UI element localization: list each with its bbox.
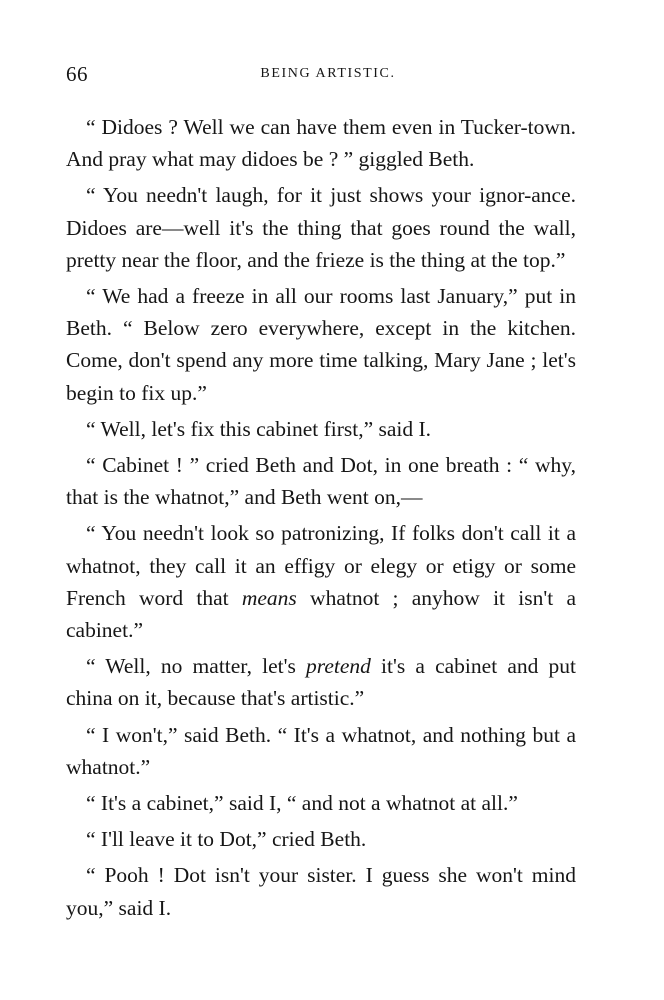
paragraph: “ I won't,” said Beth. “ It's a whatnot, and nothing but a whatnot.” [66, 722, 576, 779]
paragraph: “ I'll leave it to Dot,” cried Beth. [86, 827, 367, 852]
italic-emphasis: pretend [306, 654, 371, 679]
italic-emphasis: means [241, 585, 297, 610]
body-text [66, 111, 576, 924]
page-header [66, 62, 576, 92]
paragraph: “ Well, let's fix this cabinet first,” said I. [86, 416, 432, 441]
paragraph: “ Cabinet ! ” cried Beth and Dot, in one breath : “ why, that is the whatnot,” and Beth went on,— [66, 453, 576, 510]
paragraph: “ Pooh ! Dot isn't your sister. I guess she won't mind you,” said I. [66, 863, 576, 920]
paragraph: “ You needn't look so patronizing, If folks don't call it a whatnot, they call it an effigy or elegy or etigy or some French word that means whatnot ; anyhow it isn't a cabinet.” [66, 521, 576, 643]
page-number: 66 [66, 62, 88, 86]
paragraph: “ It's a cabinet,” said I, “ and not a whatnot at all.” [86, 791, 518, 816]
paragraph: “ You needn't laugh, for it just shows your ignor-ance. Didoes are—well it's the thing that goes round the wall, pretty near the floor, and the frieze is the thing at the top.” [66, 183, 576, 272]
paragraph: “ Didoes ? Well we can have them even in Tucker-town. And pray what may didoes be ? ” giggled Beth. [66, 115, 576, 172]
paragraph: “ We had a freeze in all our rooms last January,” put in Beth. “ Below zero everywhere, except in the kitchen. Come, don't spend any more time talking, Mary Jane ; let's begin to fix up.” [66, 284, 576, 405]
running-head: BEING ARTISTIC. [260, 66, 396, 81]
paragraph: “ Well, no matter, let's pretend it's a cabinet and put china on it, because that's artistic.” [66, 654, 576, 711]
